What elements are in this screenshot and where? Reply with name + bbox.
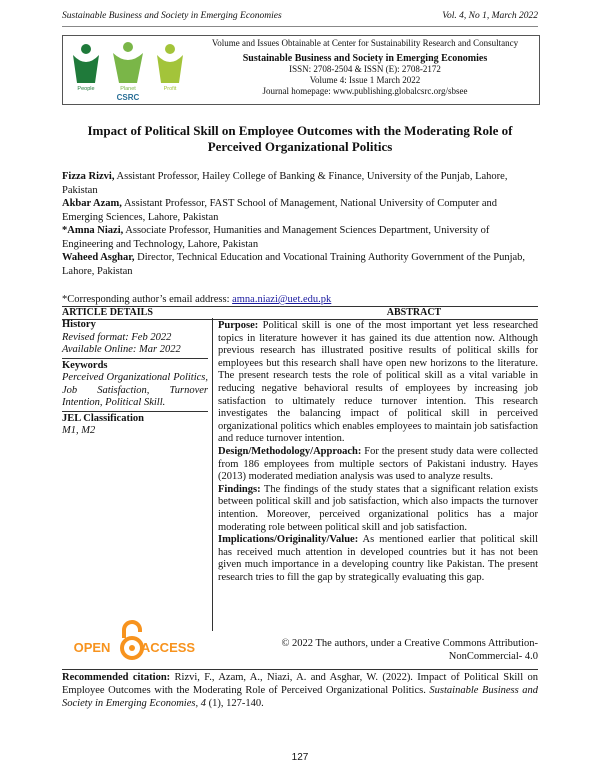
history-label: History bbox=[62, 319, 96, 330]
copyright-license: © 2022 The authors, under a Creative Commons Attribution-NonCommercial- 4.0 bbox=[281, 638, 538, 662]
open-access-word-access: ACCESS bbox=[140, 640, 196, 655]
abstract-section-text: Political skill is one of the most important yet less researched topics in literature however it has gained its due attention now. Although previous research has illustrated positive results of political skills for employees but this research shall have open new horizons to the literature. The present research tests the role of political skill as a vital variable in reducing negative behavioral results of employees by increasing job satisfaction to ultimately reduce turnover intention. This research investigates the balancing impact of political skill in perceived organizational politics which enables employees to maintain job satisfaction and reduce turnover intention. bbox=[218, 320, 538, 445]
abstract-section-label: Design/Methodology/Approach: bbox=[218, 445, 362, 457]
available-date: Available Online: Mar 2022 bbox=[62, 344, 181, 355]
citation-text: Rizvi, F., Azam, A., Niazi, A. and Asghar, W. (2022). Impact of Political Skill on Employee Outcomes with the Moderating Role of Perceived Organizational Politics. bbox=[62, 672, 538, 697]
keywords-list: Perceived Organizational Politics, Job Satisfaction, Turnover Intention, Political Skill. bbox=[62, 372, 208, 408]
article-details-heading: ARTICLE DETAILS bbox=[62, 307, 153, 318]
details-divider bbox=[62, 358, 208, 359]
column-divider bbox=[212, 318, 213, 631]
jel-codes: M1, M2 bbox=[62, 425, 96, 436]
author-affiliation: Associate Professor, Humanities and Management Sciences Department, University of Engineering and Technology, Lahore, Pakistan bbox=[62, 225, 490, 250]
article-title: Impact of Political Skill on Employee Outcomes with the Moderating Role of Perceived Organizational Politics bbox=[87, 123, 513, 154]
jel-label: JEL Classification bbox=[62, 412, 144, 424]
section-bar bbox=[62, 306, 538, 320]
open-access-logo bbox=[62, 618, 202, 662]
masthead-info bbox=[195, 38, 535, 97]
details-divider bbox=[62, 411, 208, 412]
abstract-section-text: For the present study data were collected from 186 employees from multiple sectors of Pakistani industry. Hayes (2013) moderated mediation analysis was used to analyze results. bbox=[218, 445, 538, 483]
citation-pages: (1), 127-140. bbox=[205, 698, 264, 710]
corresponding-email-link[interactable]: amna.niazi@uet.edu.pk bbox=[232, 294, 332, 305]
masthead-publisher-line: Volume and Issues Obtainable at Center for Sustainability Research and Consultancy bbox=[211, 38, 519, 48]
planet-figure-icon bbox=[113, 42, 143, 83]
keywords-label: Keywords bbox=[62, 359, 108, 371]
recommended-citation bbox=[62, 671, 538, 711]
journal-masthead bbox=[62, 35, 540, 105]
logo-word-planet: Planet bbox=[120, 86, 136, 92]
author-entry bbox=[62, 197, 538, 224]
open-access-word-open: OPEN bbox=[73, 640, 111, 655]
running-volume: Vol. 4, No 1, March 2022 bbox=[442, 11, 538, 21]
author-name: Fizza Rizvi, bbox=[62, 171, 115, 182]
author-entry bbox=[62, 224, 538, 251]
abstract-purpose bbox=[218, 320, 538, 446]
logo-word-people: People bbox=[77, 86, 95, 92]
author-affiliation: Assistant Professor, FAST School of Management, National University of Computer and Emerging Sciences, Lahore, Pakistan bbox=[62, 198, 498, 223]
citation-journal: Sustainable Business and Society in Emerging Economies, 4 bbox=[62, 685, 538, 710]
author-name: Waheed Asghar, bbox=[62, 252, 135, 263]
page-number: 127 bbox=[291, 752, 309, 763]
masthead-homepage: Journal homepage: www.publishing.globalcsrc.org/sbsee bbox=[262, 86, 468, 96]
open-access-lock-icon bbox=[122, 622, 142, 658]
author-affiliation: Assistant Professor, Hailey College of Banking & Finance, University of the Punjab, Lahore, Pakistan bbox=[62, 171, 508, 196]
header-rule bbox=[62, 26, 538, 27]
abstract-section-label: Implications/Originality/Value: bbox=[218, 534, 359, 546]
author-name: Akbar Azam, bbox=[62, 198, 122, 209]
abstract-body bbox=[218, 320, 538, 584]
abstract-section-label: Findings: bbox=[218, 483, 261, 495]
author-list bbox=[62, 170, 538, 278]
csrc-logo bbox=[67, 39, 189, 101]
masthead-issue: Volume 4: Issue 1 March 2022 bbox=[309, 75, 421, 85]
article-details bbox=[62, 319, 208, 438]
author-affiliation: Director, Technical Education and Vocational Training Authority Government of the Punjab, Lahore, Pakistan bbox=[62, 252, 526, 277]
author-entry bbox=[62, 170, 538, 197]
corresponding-author bbox=[62, 294, 331, 305]
author-entry bbox=[62, 251, 538, 278]
running-journal-title: Sustainable Business and Society in Emerging Economies bbox=[62, 11, 282, 21]
people-figure-icon bbox=[73, 44, 99, 83]
abstract-findings bbox=[218, 484, 538, 534]
masthead-issn: ISSN: 2708-2504 & ISSN (E): 2708-2172 bbox=[289, 64, 441, 74]
corresponding-label: *Corresponding author’s email address: bbox=[62, 294, 233, 305]
logo-word-profit: Profit bbox=[163, 86, 177, 92]
abstract-heading: ABSTRACT bbox=[386, 307, 442, 318]
citation-rule bbox=[62, 669, 538, 670]
citation-label: Recommended citation: bbox=[62, 672, 171, 683]
abstract-methodology bbox=[218, 446, 538, 484]
abstract-section-text: As mentioned earlier that political skill has received much attention in developed countries but it has not been given much importance in a developing country like Pakistan. The present research tries to fill the gap by strategically evaluating this gap. bbox=[218, 534, 538, 583]
logo-acronym: CSRC bbox=[116, 93, 140, 101]
abstract-section-text: The findings of the study states that a significant relation exists between political skill and job satisfaction, which also impacts the turnover intention. Moreover, perceived organizational politics has a major moderating role between political skill and job satisfaction. bbox=[218, 483, 538, 533]
abstract-implications bbox=[218, 534, 538, 584]
profit-figure-icon bbox=[157, 44, 183, 83]
masthead-journal-name: Sustainable Business and Society in Emerging Economies bbox=[242, 53, 488, 64]
revised-date: Revised format: Feb 2022 bbox=[62, 331, 172, 343]
abstract-section-label: Purpose: bbox=[218, 320, 259, 331]
author-name: *Amna Niazi, bbox=[62, 225, 124, 236]
